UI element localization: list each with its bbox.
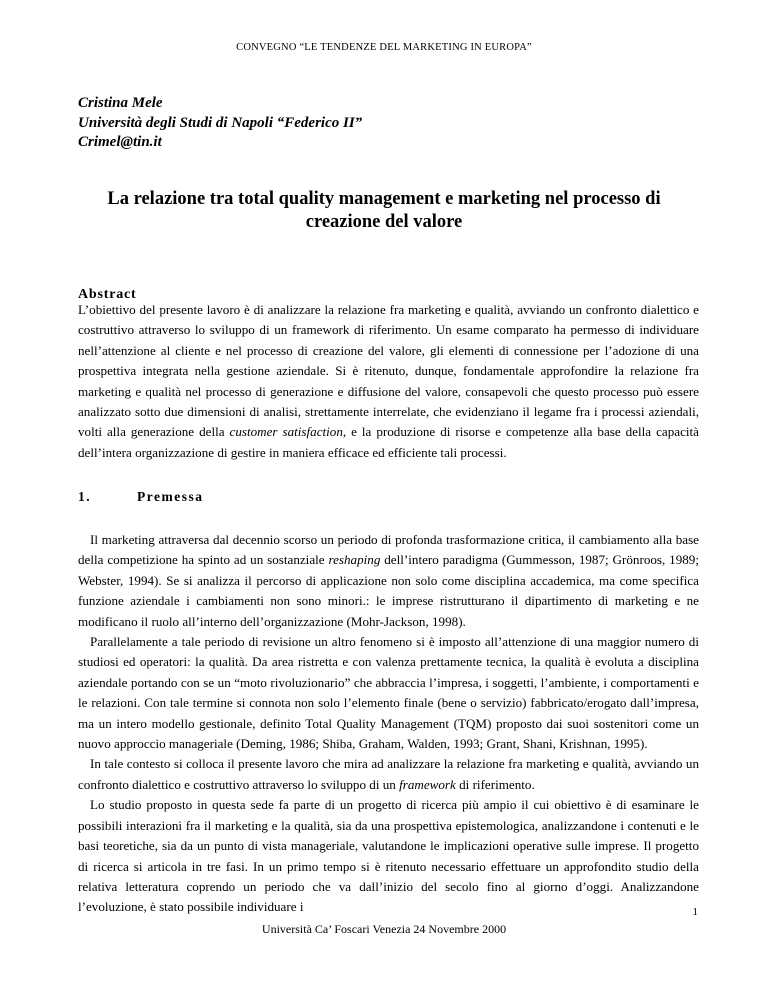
section-number: 1.	[78, 489, 92, 504]
author-name: Cristina Mele	[78, 95, 163, 111]
running-header: CONVEGNO “LE TENDENZE DEL MARKETING IN EUROPA”	[236, 42, 532, 53]
abstract-text-part1: L’obiettivo del presente lavoro è di analizzare la relazione fra marketing e qualità, avviando un confronto dialettico e costruttivo attraverso lo sviluppo di un framework di riferimento. Un esame comparato ha permesso di individuare nell’attenzione al cliente e nel processo di creazione del valore, gli elementi di connessione per l’adozione di una prospettiva integrata nella gestione aziendale. Si è ritenuto, dunque, fondamentale approfondire la relazione fra marketing e qualità nel processo di generazione e diffusione del valore, consapevoli che questo processo può essere analizzato sotto due dimensioni di analisi, strettamente interrelate, che evidenziano il legame fra i processi aziendali, volti alla generazione della	[78, 302, 699, 440]
p1-text-b: dell’intero paradigma (Gummesson, 1987; Grönroos, 1989; Webster, 1994). Se si analizza il percorso di applicazione non solo come disciplina accademica, ma come specifica funzione aziendale i cambiamenti non sono minori.: le imprese ristrutturano il dipartimento di marketing e ne modificano il ruolo all’interno dell’organizzazione (Mohr-Jackson, 1998).	[78, 552, 699, 629]
section-title: Premessa	[137, 489, 204, 504]
body-paragraph-1	[78, 530, 699, 632]
abstract-body	[78, 300, 699, 463]
paper-title: La relazione tra total quality management e marketing nel processo di creazione del valore	[107, 189, 661, 232]
author-affiliation: Università degli Studi di Napoli “Federico II”	[78, 114, 363, 131]
p1-text-a: Il marketing attraversa dal decennio scorso un periodo di profonda trasformazione critica, il cambiamento alla base della competizione ha spinto ad un sostanziale	[78, 532, 699, 568]
section-heading	[78, 489, 203, 505]
body-paragraph-2: Parallelamente a tale periodo di revisione un altro fenomeno si è imposto all’attenzione di una maggior numero di studiosi ed operatori: la qualità. Da area ristretta e con valenza prettamente tecnica, la qualità è evoluta a disciplina aziendale portando con se un “moto rivoluzionario” che abbraccia l’impresa, i soggetti, l’ambiente, i comportamenti e le relazioni. Con tale termine si connota non solo l’elemento finale (bene o servizio) fabbricato/erogato dall’impresa, ma un intero modello gestionale, definito Total Quality Management (TQM) proposto dai suoi sostenitori come un nuovo approccio manageriale (Deming, 1986; Shiba, Graham, Walden, 1993; Grant, Shani, Krishnan, 1995).	[78, 634, 699, 752]
body-paragraph-3	[78, 754, 699, 795]
body-paragraph-4: Lo studio proposto in questa sede fa parte di un progetto di ricerca più ampio il cui obiettivo è di esaminare le possibili interazioni fra il marketing e la qualità, sia da una prospettiva epistemologica, analizzandone i contenuti e le basi teoretiche, sia da un punto di vista manageriale, valutandone le implicazioni operative sulle imprese. Il progetto di ricerca si articola in tre fasi. In un primo tempo si è ritenuto necessario effettuare un approfondito studio della relativa letteratura coprendo un periodo che va dall’inizio del secolo fino al giorno d’oggi. Analizzandone l’evoluzione, è stato possibile individuare i	[78, 797, 699, 915]
running-footer: Università Ca’ Foscari Venezia 24 Novembre 2000	[261, 922, 507, 936]
abstract-text-part2: , e la produzione di risorse e competenze alla base della capacità dell’intera organizzazione di gestire in maniera efficace ed efficiente tali processi.	[78, 424, 699, 460]
abstract-emphasis: customer satisfaction	[229, 424, 343, 440]
page-number: 1	[692, 906, 698, 918]
section-body	[78, 530, 699, 918]
p3-text-b: di riferimento.	[455, 776, 535, 792]
author-block	[78, 94, 362, 153]
abstract-paragraph	[78, 300, 699, 463]
p1-emphasis: reshaping	[328, 552, 381, 568]
p3-text-a: In tale contesto si colloca il presente lavoro che mira ad analizzare la relazione fra marketing e qualità, avviando un confronto dialettico e costruttivo attraverso lo sviluppo di un	[78, 756, 699, 792]
author-email: Crimel@tin.it	[78, 134, 162, 150]
p3-emphasis: framework	[399, 776, 456, 792]
abstract-heading: Abstract	[78, 287, 137, 302]
